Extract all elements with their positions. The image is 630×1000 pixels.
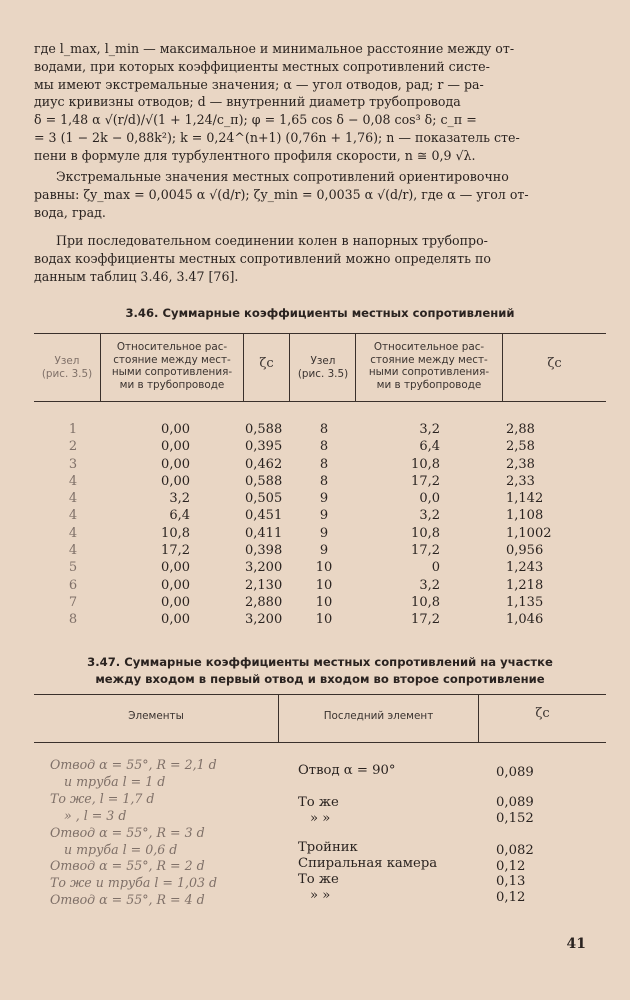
table-cell: 0,00 [161,422,190,437]
table-cell: 0,152 [496,811,534,826]
table-cell: Отвод α = 55°, R = 2 d [50,858,205,874]
table-cell: 6,4 [419,439,440,455]
table-cell: Отвод α = 55°, R = 4 d [50,892,205,908]
table-cell: 2 [68,439,78,455]
table-cell: 4 [68,473,78,489]
table-cell: 0,588 [245,473,283,489]
table-cell: 0,082 [496,843,534,858]
table-cell: 0,0 [419,491,440,507]
page-number: 41 [566,936,586,952]
header-last-element: Последний элемент [323,710,434,722]
table-cell: » » [310,888,331,903]
table-cell: 0,588 [245,422,283,437]
header-zeta: ζc [535,706,550,721]
table-cell: 0,395 [245,439,283,455]
table-cell: 1,142 [506,491,544,507]
table-cell: 0,00 [161,577,190,593]
formula-line: = 3 (1 − 2k − 0,88k²); k = 0,24^(n+1) (0,76n + 1,76); n — показатель сте- [34,129,520,145]
text-paragraph-serial [34,232,606,285]
table-cell: » , l = 3 d [64,807,127,823]
table-cell: » » [310,811,331,826]
header-zeta: ζc [259,356,274,371]
table-divider [289,333,290,401]
table-cell: 5 [68,560,78,576]
table-cell: 2,880 [245,594,283,610]
table-cell: 4 [68,525,78,541]
table-cell: 10,8 [411,456,440,472]
table-cell: 0,00 [161,473,190,489]
table-cell: Тройник [298,840,358,855]
column-distance [128,421,190,629]
table-cell: 0,505 [245,491,283,507]
table-cell: 6,4 [169,508,190,524]
table-cell: 1,135 [506,594,544,610]
text-line: При последовательном соединении колен в напорных трубопро- [56,233,488,248]
table-cell: 9 [319,491,329,507]
table-cell: 3,2 [169,491,190,507]
table-cell: 0,411 [245,525,283,541]
table-cell: 0,13 [496,874,526,889]
table-cell: 17,2 [161,543,190,559]
table-cell: 4 [68,508,78,524]
table-cell: Отвод α = 90° [298,763,396,778]
table-cell: 10,8 [411,525,440,541]
text-line: вода, град. [34,204,106,220]
text-line: водах коэффициенты местных сопротивлений можно определять по [34,250,491,266]
header-node-2: Узел (рис. 3.5) [297,355,349,380]
formula-line: равны: ζy_max = 0,0045 α √(d/r); ζy_min = 0,0035 α √(d/r), где α — угол от- [34,186,529,202]
table-cell: Спиральная камера [298,856,438,871]
table-cell: То же, l = 1,7 d [50,790,155,806]
table-cell: 0,398 [245,543,283,559]
table-cell: То же и труба l = 1,03 d [50,875,218,891]
table-cell: 6 [68,577,78,593]
column-node [58,421,88,629]
text-line: где l_max, l_min — максимальное и минимальное расстояние между от- [34,41,515,56]
table-cell: 1,243 [506,560,544,576]
table-cell: 0,00 [161,560,190,576]
table-cell: 1,046 [506,612,544,628]
table-cell: 2,130 [245,577,283,593]
table-cell: и труба l = 0,6 d [64,841,178,857]
text-paragraph-definitions [34,40,606,165]
table-cell: 0,956 [506,543,544,559]
table-cell: 0,451 [245,508,283,524]
table-cell: 0,089 [496,795,534,810]
column-node-2 [302,421,346,629]
table-cell: 8 [319,439,329,455]
table-cell: 8 [68,612,78,628]
table-cell: 10 [315,594,333,610]
table-cell: 2,88 [506,422,535,437]
table-cell: 8 [319,456,329,472]
text-line: мы имеют экстремальные значения; α — угол отводов, рад; r — ра- [34,76,484,92]
table-cell: 0,00 [161,594,190,610]
table-cell: 10 [315,577,333,593]
table-cell: 0,00 [161,456,190,472]
table-cell: 2,38 [506,456,535,472]
table-cell: 8 [319,473,329,489]
table-cell: 3,2 [419,577,440,593]
text-line: диус кривизны отводов; d — внутренний диаметр трубопровода [34,94,461,110]
table-cell: 1,108 [506,508,544,524]
table-divider [355,333,356,401]
table-cell: 0,00 [161,439,190,455]
table-cell: 10,8 [411,594,440,610]
table-346-top-rule [34,333,606,334]
text-line: водами, при которых коэффициенты местных сопротивлений систе- [34,58,490,74]
table-cell: 0,12 [496,859,526,874]
table-cell: 4 [68,543,78,559]
table-cell: 1 [68,422,78,437]
column-elements [50,757,217,909]
table-cell: 4 [68,491,78,507]
table-cell: 9 [319,525,329,541]
table-cell: 3,200 [245,560,283,576]
header-elements: Элементы [128,710,184,722]
table-cell: 3,200 [245,612,283,628]
table-cell: 0,12 [496,890,526,905]
table-cell: То же [298,795,339,810]
table-cell: 0 [431,560,440,576]
table-cell: 3,2 [419,422,440,437]
text-paragraph-extremes [34,168,606,221]
column-zeta-2 [506,421,576,629]
table-cell: 10 [315,612,333,628]
table-cell: 2,58 [506,439,535,455]
table-cell: 3,2 [419,508,440,524]
header-distance-2: Относительное рас- стояние между мест- ными сопротивления- ми в трубопроводе [368,341,490,391]
text-line: пени в формуле для турбулентного профиля скорости, n ≅ 0,9 √λ. [34,147,476,163]
table-cell: 17,2 [411,473,440,489]
table-cell: 0,00 [161,612,190,628]
table-347-header-rule [34,742,606,743]
table-cell: 0,089 [496,765,534,780]
table-cell: Отвод α = 55°, R = 2,1 d [50,757,217,772]
table-cell: 17,2 [411,612,440,628]
table-cell: и труба l = 1 d [64,773,166,789]
formula-line: δ = 1,48 α √(r/d)/√(1 + 1,24/c_п); φ = 1,65 cos δ − 0,08 cos³ δ; c_п = [34,112,477,128]
table-cell: 0,462 [245,456,283,472]
column-zeta [245,421,295,629]
column-distance-2 [380,421,440,629]
text-line: данным таблиц 3.46, 3.47 [76]. [34,268,239,284]
table-cell: 3 [68,456,78,472]
table-cell: 1,218 [506,577,544,593]
header-zeta-2: ζc [547,356,562,371]
text-line: Экстремальные значения местных сопротивлений ориентировочно [56,169,509,184]
table-cell: 9 [319,543,329,559]
table-346-caption: 3.46. Суммарные коэффициенты местных сопротивлений [125,306,515,320]
table-cell: Отвод α = 55°, R = 3 d [50,824,205,840]
header-node: Узел (рис. 3.5) [41,355,93,380]
table-cell: То же [298,872,339,887]
table-347-top-rule [34,694,606,695]
table-cell: 10,8 [161,525,190,541]
table-divider [100,333,101,401]
table-cell: 9 [319,508,329,524]
table-cell: 8 [319,422,329,437]
table-cell: 1,1002 [506,525,552,541]
table-cell: 10 [315,560,333,576]
header-distance: Относительное рас- стояние между мест- ными сопротивления- ми в трубопроводе [111,341,233,391]
table-cell: 2,33 [506,473,535,489]
table-cell: 17,2 [411,543,440,559]
table-347-caption: 3.47. Суммарные коэффициенты местных сопротивлений на участке между входом в первый отвод и входом во второе сопротивление [87,655,553,686]
table-346-header-rule [34,401,606,402]
table-cell: 7 [68,594,78,610]
